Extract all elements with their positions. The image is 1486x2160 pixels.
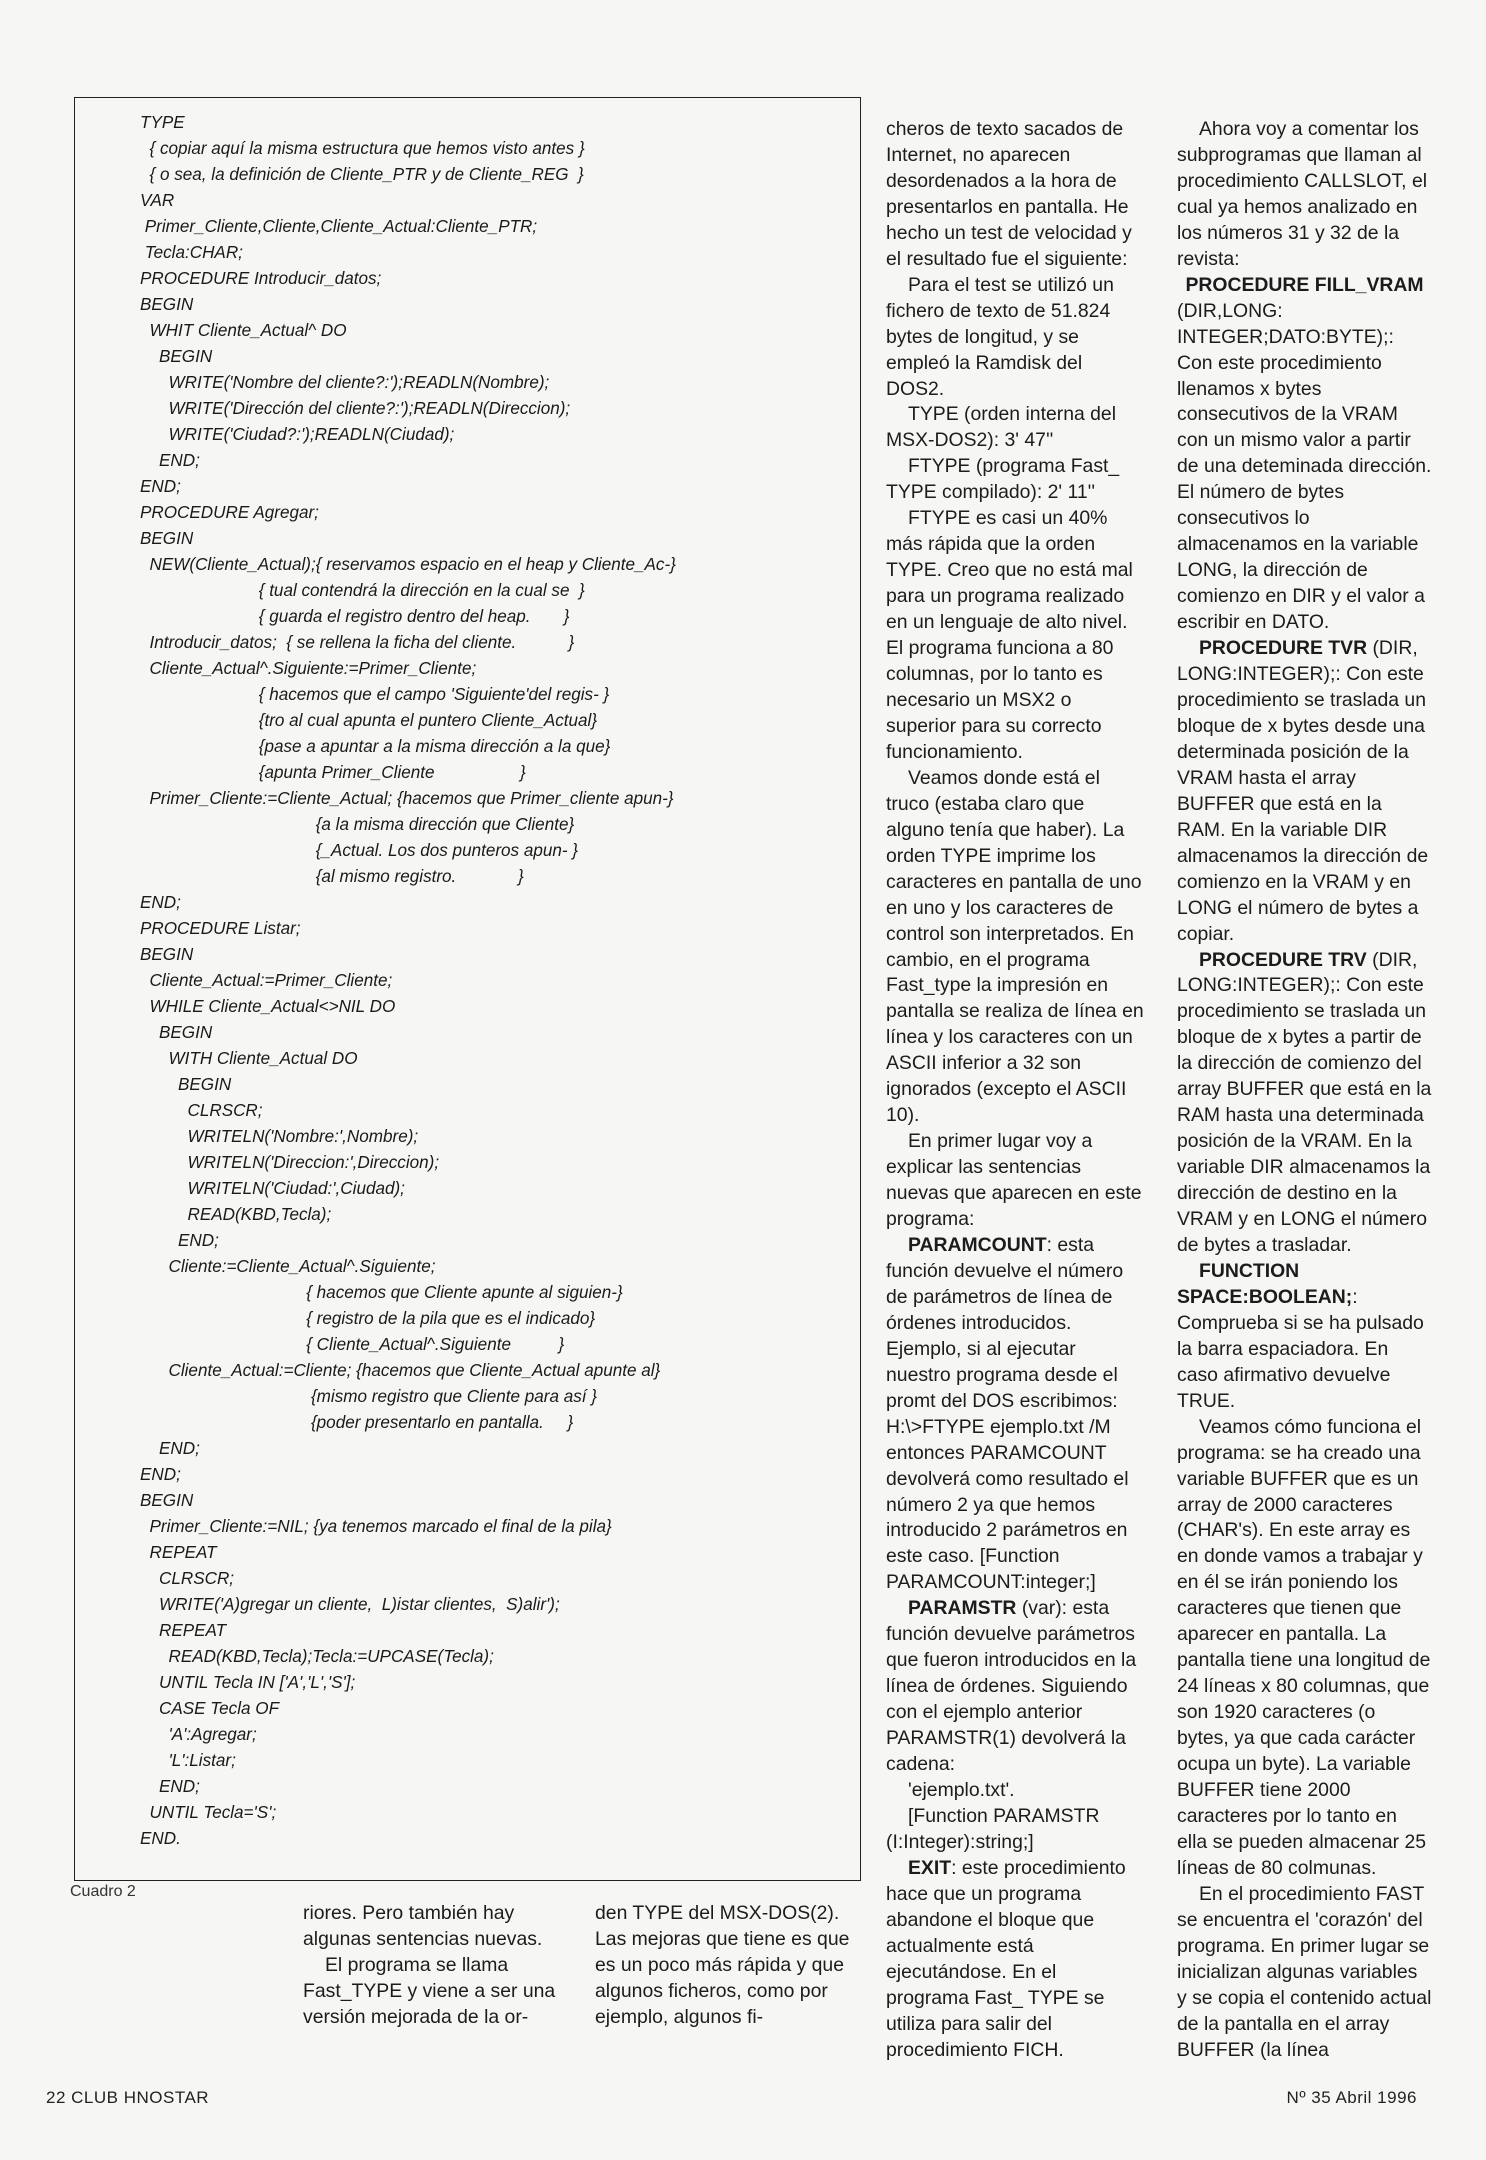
code-line: Cliente_Actual:=Cliente; {hacemos que Cliente_Actual apunte al} — [140, 1361, 661, 1380]
paragraph: Veamos donde está el truco (estaba claro que alguno tenía que haber). La orden TYPE imprime los caracteres en pantalla de uno en uno y los caracteres de control son interpretados. En cambio, en el programa Fast_type la impresión en pantalla se realiza de línea en línea y los caracteres con un ASCII inferior a 32 son ignorados (excepto el ASCII 10). — [886, 766, 1144, 1127]
code-line: UNTIL Tecla IN ['A','L','S']; — [140, 1673, 356, 1692]
column-4 — [1177, 117, 1432, 2063]
definition: : este procedimiento hace que un programa abandone el bloque que actualmente está ejecutándose. En el programa Fast_ TYPE se utiliza para salir del procedimiento FICH. — [886, 1856, 1126, 2061]
paragraph: cheros de texto sacados de Internet, no aparecen desordenados a la hora de presentarlos en pantalla. He hecho un test de velocidad y el resultado fue el siguiente: — [886, 118, 1132, 270]
term: PROCEDURE FILL_VRAM — [1185, 273, 1424, 296]
code-line: { guarda el registro dentro del heap. } — [140, 607, 570, 626]
code-line: BEGIN — [140, 1491, 194, 1510]
code-line: {mismo registro que Cliente para así } — [140, 1387, 597, 1406]
code-line: END; — [140, 1777, 200, 1796]
code-line: { o sea, la definición de Cliente_PTR y de Cliente_REG } — [140, 165, 584, 184]
term: PROCEDURE TRV — [1199, 948, 1367, 971]
code-line: REPEAT — [140, 1621, 227, 1640]
code-line: {tro al cual apunta el puntero Cliente_Actual} — [140, 711, 598, 730]
paragraph: entonces PARAMCOUNT devolverá como resultado el número 2 ya que hemos introducido 2 parámetros en este caso. [Function PARAMCOUNT:integer;] — [886, 1441, 1129, 1594]
code-line: Primer_Cliente,Cliente,Cliente_Actual:Cliente_PTR; — [140, 217, 538, 236]
paragraph: TYPE (orden interna del MSX-DOS2): 3' 47'' — [886, 403, 1117, 452]
code-line: VAR — [140, 191, 175, 210]
code-line: Tecla:CHAR; — [140, 243, 243, 262]
code-line: CASE Tecla OF — [140, 1699, 280, 1718]
paragraph — [886, 1856, 1144, 2064]
code-line: WRITE('Dirección del cliente?:');READLN(Direccion); — [140, 399, 571, 418]
code-line: Introducir_datos; { se rellena la ficha del cliente. } — [140, 633, 575, 652]
paragraph: Veamos cómo funciona el programa: se ha creado una variable BUFFER que es un array de 2000 caracteres (CHAR's). En este array es en donde vamos a trabajar y en él se irán poniendo los caracteres que tienen que aparecer en pantalla. La pantalla tiene una longitud de 24 líneas x 80 columnas, que son 1920 caracteres (o bytes, ya que cada carácter ocupa un byte). La variable BUFFER tiene 2000 caracteres por lo tanto en ella se pueden almacenar 25 líneas de 80 colmunas. — [1177, 1415, 1431, 1879]
code-line: REPEAT — [140, 1543, 217, 1562]
code-line: BEGIN — [140, 347, 213, 366]
code-listing — [140, 110, 860, 1852]
code-line: CLRSCR; — [140, 1569, 235, 1588]
code-line: WHIT Cliente_Actual^ DO — [140, 321, 347, 340]
code-line: { tual contendrá la dirección en la cual se } — [140, 581, 585, 600]
column-3 — [886, 117, 1144, 2063]
term: FUNCTION SPACE:BOOLEAN; — [1177, 1259, 1353, 1308]
code-line: PROCEDURE Introducir_datos; — [140, 269, 382, 288]
definition: (var): esta función devuelve parámetros que fueron introducidos en la línea de órdenes. Siguiendo con el ejemplo anterior PARAMSTR(1) devolverá la cadena: — [886, 1597, 1137, 1776]
paragraph: Ahora voy a comentar los subprogramas que llaman al procedimiento CALLSLOT, el cual ya hemos analizado en los números 31 y 32 de la revista: — [1177, 118, 1428, 270]
paragraph: En el procedimiento FAST se encuentra el 'corazón' del programa. En primer lugar se inicializan algunas variables y se copia el contenido actual de la pantalla en el array BUFFER (la línea — [1177, 1882, 1432, 2061]
code-line: { copiar aquí la misma estructura que hemos visto antes } — [140, 139, 585, 158]
code-line: BEGIN — [140, 1023, 213, 1042]
paragraph — [1177, 948, 1432, 1259]
code-line: BEGIN — [140, 529, 194, 548]
code-line: BEGIN — [140, 295, 194, 314]
term: PARAMCOUNT — [908, 1233, 1047, 1256]
paragraph: FTYPE es casi un 40% más rápida que la orden TYPE. Creo que no está mal para un programa realizado en un lenguaje de alto nivel. El programa funciona a 80 columnas, por lo tanto es necesario un MSX2 o superior para su correcto funcionamiento. — [886, 507, 1133, 763]
paragraph-heading — [1177, 273, 1432, 299]
paragraph — [1177, 636, 1432, 947]
paragraph: (DIR,LONG: INTEGER;DATO:BYTE);: Con este procedimiento llenamos x bytes consecutivos de la VRAM con un mismo valor a partir de una deteminada dirección. El número de bytes consecutivos lo almacenamos en la variable LONG, la dirección de comienzo en DIR y el valor a escribir en DATO. — [1177, 299, 1432, 634]
code-line: WHILE Cliente_Actual<>NIL DO — [140, 997, 396, 1016]
paragraph: [Function PARAMSTR (I:Integer):string;] — [886, 1804, 1100, 1853]
code-line: { hacemos que el campo 'Siguiente'del regis- } — [140, 685, 610, 704]
code-line: TYPE — [140, 113, 185, 132]
paragraph: El programa se llama Fast_TYPE y viene a ser una versión mejorada de la or- — [303, 1953, 556, 2028]
code-line: READ(KBD,Tecla);Tecla:=UPCASE(Tecla); — [140, 1647, 494, 1666]
code-line: END. — [140, 1829, 181, 1848]
paragraph — [886, 1596, 1144, 1778]
code-line: Cliente:=Cliente_Actual^.Siguiente; — [140, 1257, 436, 1276]
code-line: Primer_Cliente:=Cliente_Actual; {hacemos que Primer_cliente apun-} — [140, 789, 674, 808]
term: EXIT — [908, 1856, 952, 1879]
term: PARAMSTR — [908, 1597, 1017, 1620]
figure-caption: Cuadro 2 — [70, 1883, 136, 1900]
paragraph: den TYPE del MSX-DOS(2). Las mejoras que tiene es que es un poco más rápida y que algunos ficheros, como por ejemplo, algunos fi- — [595, 1902, 850, 2028]
code-line: {al mismo registro. } — [140, 867, 524, 886]
code-line: { hacemos que Cliente apunte al siguien-} — [140, 1283, 623, 1302]
code-line: CLRSCR; — [140, 1101, 263, 1120]
code-line: NEW(Cliente_Actual);{ reservamos espacio en el heap y Cliente_Ac-} — [140, 555, 676, 574]
code-line: {poder presentarlo en pantalla. } — [140, 1413, 574, 1432]
definition: (DIR, LONG:INTEGER);: Con este procedimiento se traslada un bloque de x bytes desde una determinada posición de la VRAM hasta el array BUFFER que está en la RAM. En la variable DIR almacenamos la dirección de comienzo en la VRAM y en LONG el número de bytes a copiar. — [1177, 637, 1429, 945]
code-line: WRITE('A)gregar un cliente, L)istar clientes, S)alir'); — [140, 1595, 560, 1614]
code-line: END; — [140, 893, 181, 912]
paragraph: Para el test se utilizó un fichero de texto de 51.824 bytes de longitud, y se empleó la Ramdisk del DOS2. — [886, 273, 1114, 400]
code-line: BEGIN — [140, 1075, 232, 1094]
code-line: {_Actual. Los dos punteros apun- } — [140, 841, 579, 860]
definition: (DIR, LONG:INTEGER);: Con este procedimiento se traslada un bloque de x bytes a partir de la dirección de comienzo del array BUFFER que está en la RAM hasta una determinada posición de la VRAM. En la variable DIR almacenamos la dirección de destino en la VRAM y en LONG el número de bytes a trasladar. — [1177, 948, 1432, 1256]
code-line: UNTIL Tecla='S'; — [140, 1803, 277, 1822]
code-line: END; — [140, 1465, 181, 1484]
paragraph: FTYPE (programa Fast_ TYPE compilado): 2' 11'' — [886, 455, 1120, 504]
code-line: 'L':Listar; — [140, 1751, 236, 1770]
definition: : esta función devuelve el número de parámetros de línea de órdenes introducidos. Ejemplo, si al ejecutar nuestro programa desde el promt del DOS escribimos: — [886, 1233, 1124, 1412]
code-line: END; — [140, 451, 200, 470]
code-line: WRITE('Nombre del cliente?:');READLN(Nombre); — [140, 373, 550, 392]
code-line: 'A':Agregar; — [140, 1725, 257, 1744]
code-line: Primer_Cliente:=NIL; {ya tenemos marcado el final de la pila} — [140, 1517, 612, 1536]
paragraph — [1177, 1259, 1432, 1415]
paragraph: H:\>FTYPE ejemplo.txt /M — [886, 1415, 1111, 1438]
page-footer-left: 22 CLUB HNOSTAR — [46, 2088, 210, 2107]
paragraph: 'ejemplo.txt'. — [908, 1779, 1015, 1801]
code-line: WRITELN('Ciudad:',Ciudad); — [140, 1179, 405, 1198]
code-line: Cliente_Actual:=Primer_Cliente; — [140, 971, 393, 990]
code-line: { registro de la pila que es el indicado} — [140, 1309, 596, 1328]
code-line: PROCEDURE Listar; — [140, 919, 301, 938]
code-line: END; — [140, 477, 181, 496]
code-line: {a la misma dirección que Cliente} — [140, 815, 575, 834]
code-line: WRITELN('Nombre:',Nombre); — [140, 1127, 419, 1146]
code-line: WITH Cliente_Actual DO — [140, 1049, 358, 1068]
code-line: Cliente_Actual^.Siguiente:=Primer_Cliente; — [140, 659, 477, 678]
code-line: END; — [140, 1231, 219, 1250]
code-line: WRITELN('Direccion:',Direccion); — [140, 1153, 440, 1172]
term: PROCEDURE TVR — [1199, 637, 1368, 660]
code-line: WRITE('Ciudad?:');READLN(Ciudad); — [140, 425, 455, 444]
code-line: READ(KBD,Tecla); — [140, 1205, 332, 1224]
code-line: PROCEDURE Agregar; — [140, 503, 319, 522]
paragraph: En primer lugar voy a explicar las sentencias nuevas que aparecen en este programa: — [886, 1130, 1142, 1231]
definition: : Comprueba si se ha pulsado la barra espaciadora. En caso afirmativo devuelve TRUE. — [1177, 1285, 1424, 1412]
column-bottom-left — [303, 1901, 561, 2031]
code-line: {pase a apuntar a la misma dirección a la que} — [140, 737, 611, 756]
paragraph — [886, 1233, 1144, 1415]
code-line: { Cliente_Actual^.Siguiente } — [140, 1335, 565, 1354]
paragraph: riores. Pero también hay algunas sentencias nuevas. — [303, 1902, 543, 1950]
code-line: {apunta Primer_Cliente } — [140, 763, 526, 782]
code-line: BEGIN — [140, 945, 194, 964]
page-footer-right: Nº 35 Abril 1996 — [1286, 2088, 1417, 2107]
column-bottom-middle — [595, 1901, 857, 2031]
code-line: END; — [140, 1439, 200, 1458]
